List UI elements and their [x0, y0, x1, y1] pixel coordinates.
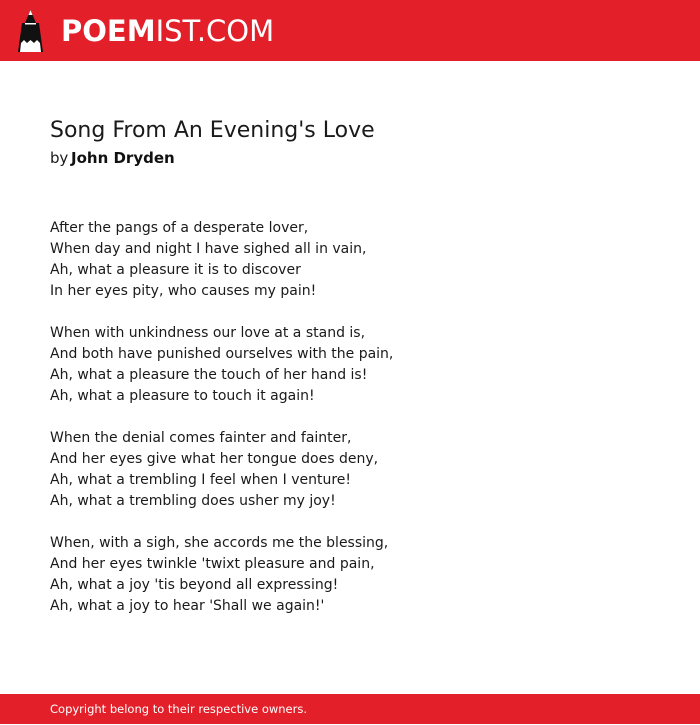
poem-line: After the pangs of a desperate lover,	[50, 220, 309, 236]
poem-stanza	[50, 218, 650, 302]
poem-line: When, with a sigh, she accords me the blessing,	[50, 535, 389, 551]
site-logo-link[interactable]	[18, 10, 274, 52]
site-footer	[0, 694, 700, 724]
poem-line: Ah, what a trembling I feel when I venture!	[50, 472, 352, 488]
poem-line: Ah, what a joy 'tis beyond all expressing!	[50, 577, 339, 593]
poem-line: Ah, what a pleasure it is to discover	[50, 262, 301, 278]
poem-title: Song From An Evening's Love	[50, 118, 375, 143]
poem-stanza	[50, 428, 650, 512]
poem-line: Ah, what a pleasure the touch of her hand is!	[50, 367, 368, 383]
pencil-logo-icon	[18, 10, 43, 52]
poem-line: And her eyes give what her tongue does deny,	[50, 451, 379, 467]
poem-line: When the denial comes fainter and fainter,	[50, 430, 352, 446]
logo-text-bold: POEM	[61, 14, 156, 48]
poem-content	[50, 116, 650, 638]
logo-text-light: IST.COM	[155, 14, 275, 48]
poem-line: And both have punished ourselves with the pain,	[50, 346, 394, 362]
byline-prefix: by	[50, 149, 68, 167]
author-name: John Dryden	[71, 149, 175, 167]
poem-line: Ah, what a pleasure to touch it again!	[50, 388, 315, 404]
poem-body	[50, 218, 650, 617]
poem-line: In her eyes pity, who causes my pain!	[50, 283, 317, 299]
poem-line: When with unkindness our love at a stand is,	[50, 325, 366, 341]
poem-line: When day and night I have sighed all in vain,	[50, 241, 367, 257]
byline	[50, 146, 650, 170]
copyright-text: Copyright belong to their respective owners.	[50, 702, 308, 716]
site-header	[0, 0, 700, 61]
site-logo-text	[61, 10, 274, 52]
poem-line: Ah, what a trembling does usher my joy!	[50, 493, 336, 509]
poem-line: And her eyes twinkle 'twixt pleasure and pain,	[50, 556, 375, 572]
poem-line: Ah, what a joy to hear 'Shall we again!'	[50, 598, 325, 614]
poem-stanza	[50, 323, 650, 407]
poem-stanza	[50, 533, 650, 617]
